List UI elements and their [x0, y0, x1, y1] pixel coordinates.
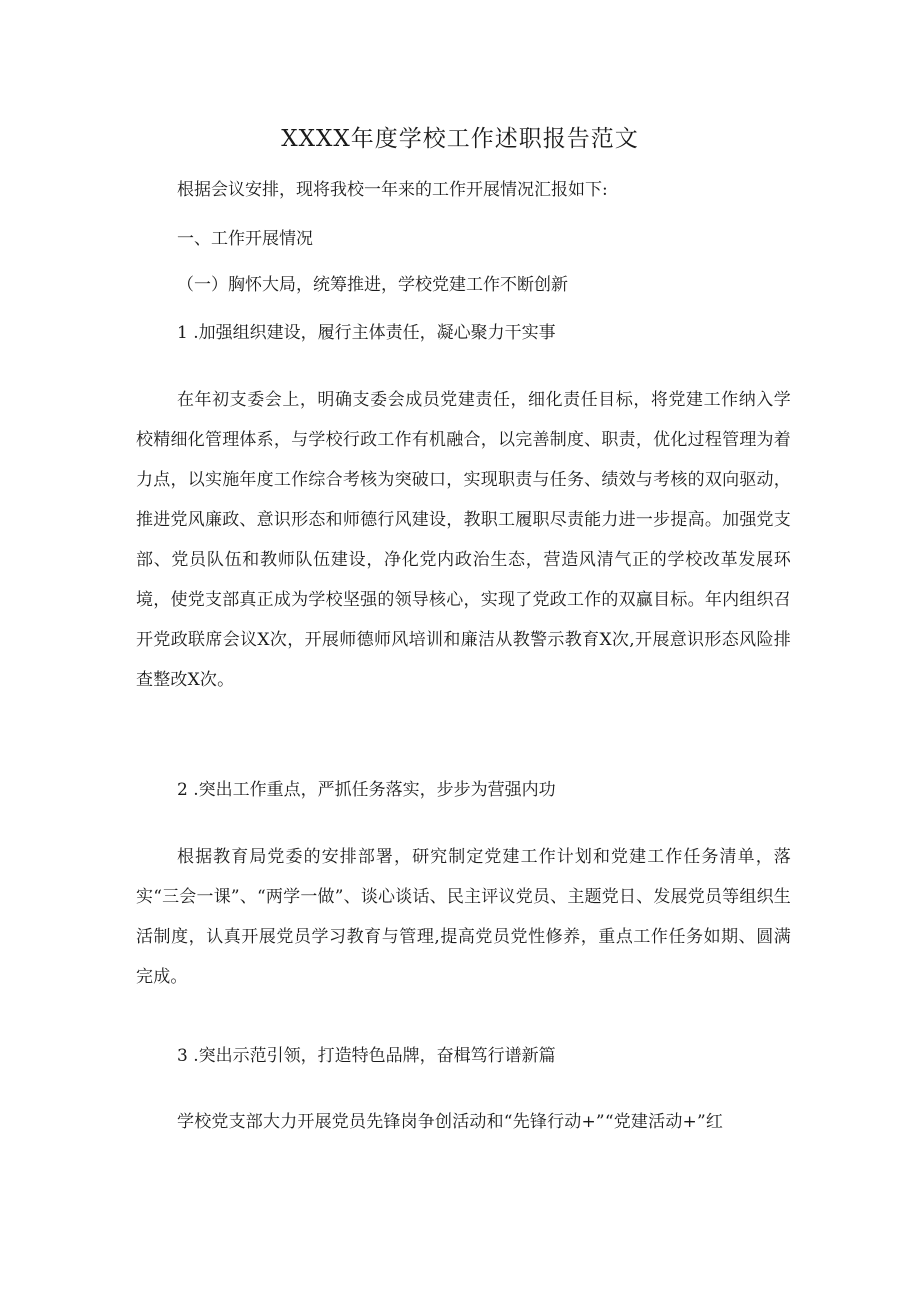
item-heading-2: 2 .突出工作重点，严抓任务落实，步步为营强内功: [177, 780, 556, 800]
item-body-2: 根据教育局党委的安排部署，研究制定党建工作计划和党建工作任务清单，落实“三会一课”、“两学一做”、谈心谈话、民主评议党员、主题党日、发展党员等组织生活制度，认真开展党员学习教育与管理,提高党员党性修养，重点工作任务如期、圆满完成。: [136, 847, 791, 987]
item-heading-1: 1 .加强组织建设，履行主体责任，凝心聚力干实事: [177, 323, 556, 343]
section-heading-1: 一、工作开展情况: [177, 229, 313, 249]
subsection-heading-1: （一）胸怀大局，统筹推进，学校党建工作不断创新: [177, 275, 568, 295]
item-body-1: 在年初支委会上，明确支委会成员党建责任，细化责任目标，将党建工作纳入学校精细化管理体系，与学校行政工作有机融合，以完善制度、职责，优化过程管理为着力点，以实施年度工作综合考核为突破口，实现职责与任务、绩效与考核的双向驱动，推进党风廉政、意识形态和师德行风建设，教职工履职尽责能力进一步提高。加强党支部、党员队伍和教师队伍建设，净化党内政治生态，营造风清气正的学校改革发展环境，使党支部真正成为学校坚强的领导核心，实现了党政工作的双赢目标。年内组织召开党政联席会议X次，开展师德师风培训和廉洁从教警示教育X次,开展意识形态风险排查整改X次。: [136, 390, 791, 690]
document-title: XXXX年度学校工作述职报告范文: [281, 126, 639, 152]
item-heading-3: 3 .突出示范引领，打造特色品牌，奋楫笃行谱新篇: [177, 1046, 556, 1066]
intro-paragraph: 根据会议安排，现将我校一年来的工作开展情况汇报如下:: [177, 180, 608, 200]
item-body-3: 学校党支部大力开展党员先锋岗争创活动和“先锋行动+”“党建活动+”红: [177, 1112, 724, 1132]
